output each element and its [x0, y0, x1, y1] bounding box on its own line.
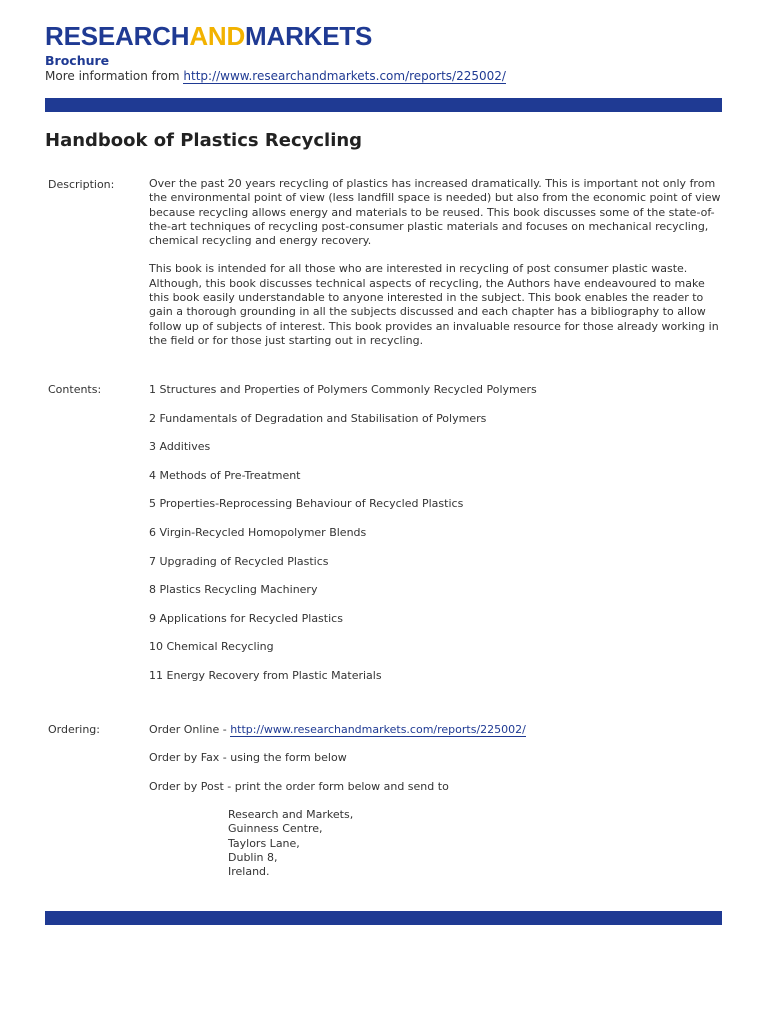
page-title: Handbook of Plastics Recycling [45, 130, 363, 151]
logo-markets: MARKETS [245, 21, 373, 51]
description-paragraph-1: Over the past 20 years recycling of plastics has increased dramatically. This is important not only from the environmental point of view (less landfill space is needed) but also from the economic point of view because recycling allows energy and materials to be reused. This book discusses some of the state-of-the-art techniques of recycling post-consumer plastic materials and focuses on mechanical recycling, chemical recycling and energy recovery. [149, 177, 721, 248]
order-fax-line: Order by Fax - using the form below [149, 751, 347, 764]
contents-item: 8 Plastics Recycling Machinery [149, 583, 318, 597]
bottom-divider-bar [45, 911, 722, 925]
address-line: Research and Markets, [228, 808, 354, 821]
description-label: Description: [48, 178, 115, 191]
logo-research: RESEARCH [45, 21, 190, 51]
logo-and: AND [189, 21, 246, 51]
contents-item: 3 Additives [149, 440, 211, 454]
contents-item: 11 Energy Recovery from Plastic Materials [149, 669, 382, 682]
contents-item: 10 Chemical Recycling [149, 640, 274, 654]
contents-item: 7 Upgrading of Recycled Plastics [149, 554, 329, 568]
order-post-line: Order by Post - print the order form below and send to [149, 780, 449, 793]
report-url-link[interactable]: http://www.researchandmarkets.com/reports/225002/ [183, 69, 506, 83]
order-online-text: Order Online - [149, 723, 231, 736]
top-divider-bar [45, 98, 722, 112]
address-line: Guinness Centre, [228, 822, 323, 836]
description-text [149, 177, 724, 348]
address-line: Ireland. [228, 865, 270, 879]
brochure-label: Brochure [45, 53, 110, 68]
contents-item: 5 Properties-Reprocessing Behaviour of Recycled Plastics [149, 497, 464, 511]
contents-item: 4 Methods of Pre-Treatment [149, 468, 301, 482]
address-line: Taylors Lane, [228, 836, 300, 850]
more-info-line [45, 69, 506, 83]
contents-label: Contents: [48, 383, 102, 396]
contents-item: 1 Structures and Properties of Polymers Commonly Recycled Polymers [149, 383, 537, 396]
postal-address [228, 808, 353, 879]
address-line: Dublin 8, [228, 850, 278, 864]
more-info-text: More information from [45, 69, 180, 83]
contents-item: 6 Virgin-Recycled Homopolymer Blends [149, 526, 367, 539]
logo [45, 22, 372, 50]
contents-item: 2 Fundamentals of Degradation and Stabilisation of Polymers [149, 411, 487, 425]
ordering-label: Ordering: [48, 723, 100, 736]
order-online-line [149, 723, 526, 736]
contents-item: 9 Applications for Recycled Plastics [149, 611, 343, 625]
description-paragraph-2: This book is intended for all those who are interested in recycling of post consumer plastic waste. Although, this book discusses technical aspects of recycling, the Authors have endeavoured to make this book easily understandable to anyone interested in the subject. This book enables the reader to gain a thorough grounding in all the subjects discussed and each chapter has a bibliography to allow follow up of subjects of interest. This book provides an invaluable resource for those already working in the field or for those just starting out in recycling. [149, 262, 719, 347]
order-online-link[interactable]: http://www.researchandmarkets.com/reports/225002/ [230, 723, 526, 736]
